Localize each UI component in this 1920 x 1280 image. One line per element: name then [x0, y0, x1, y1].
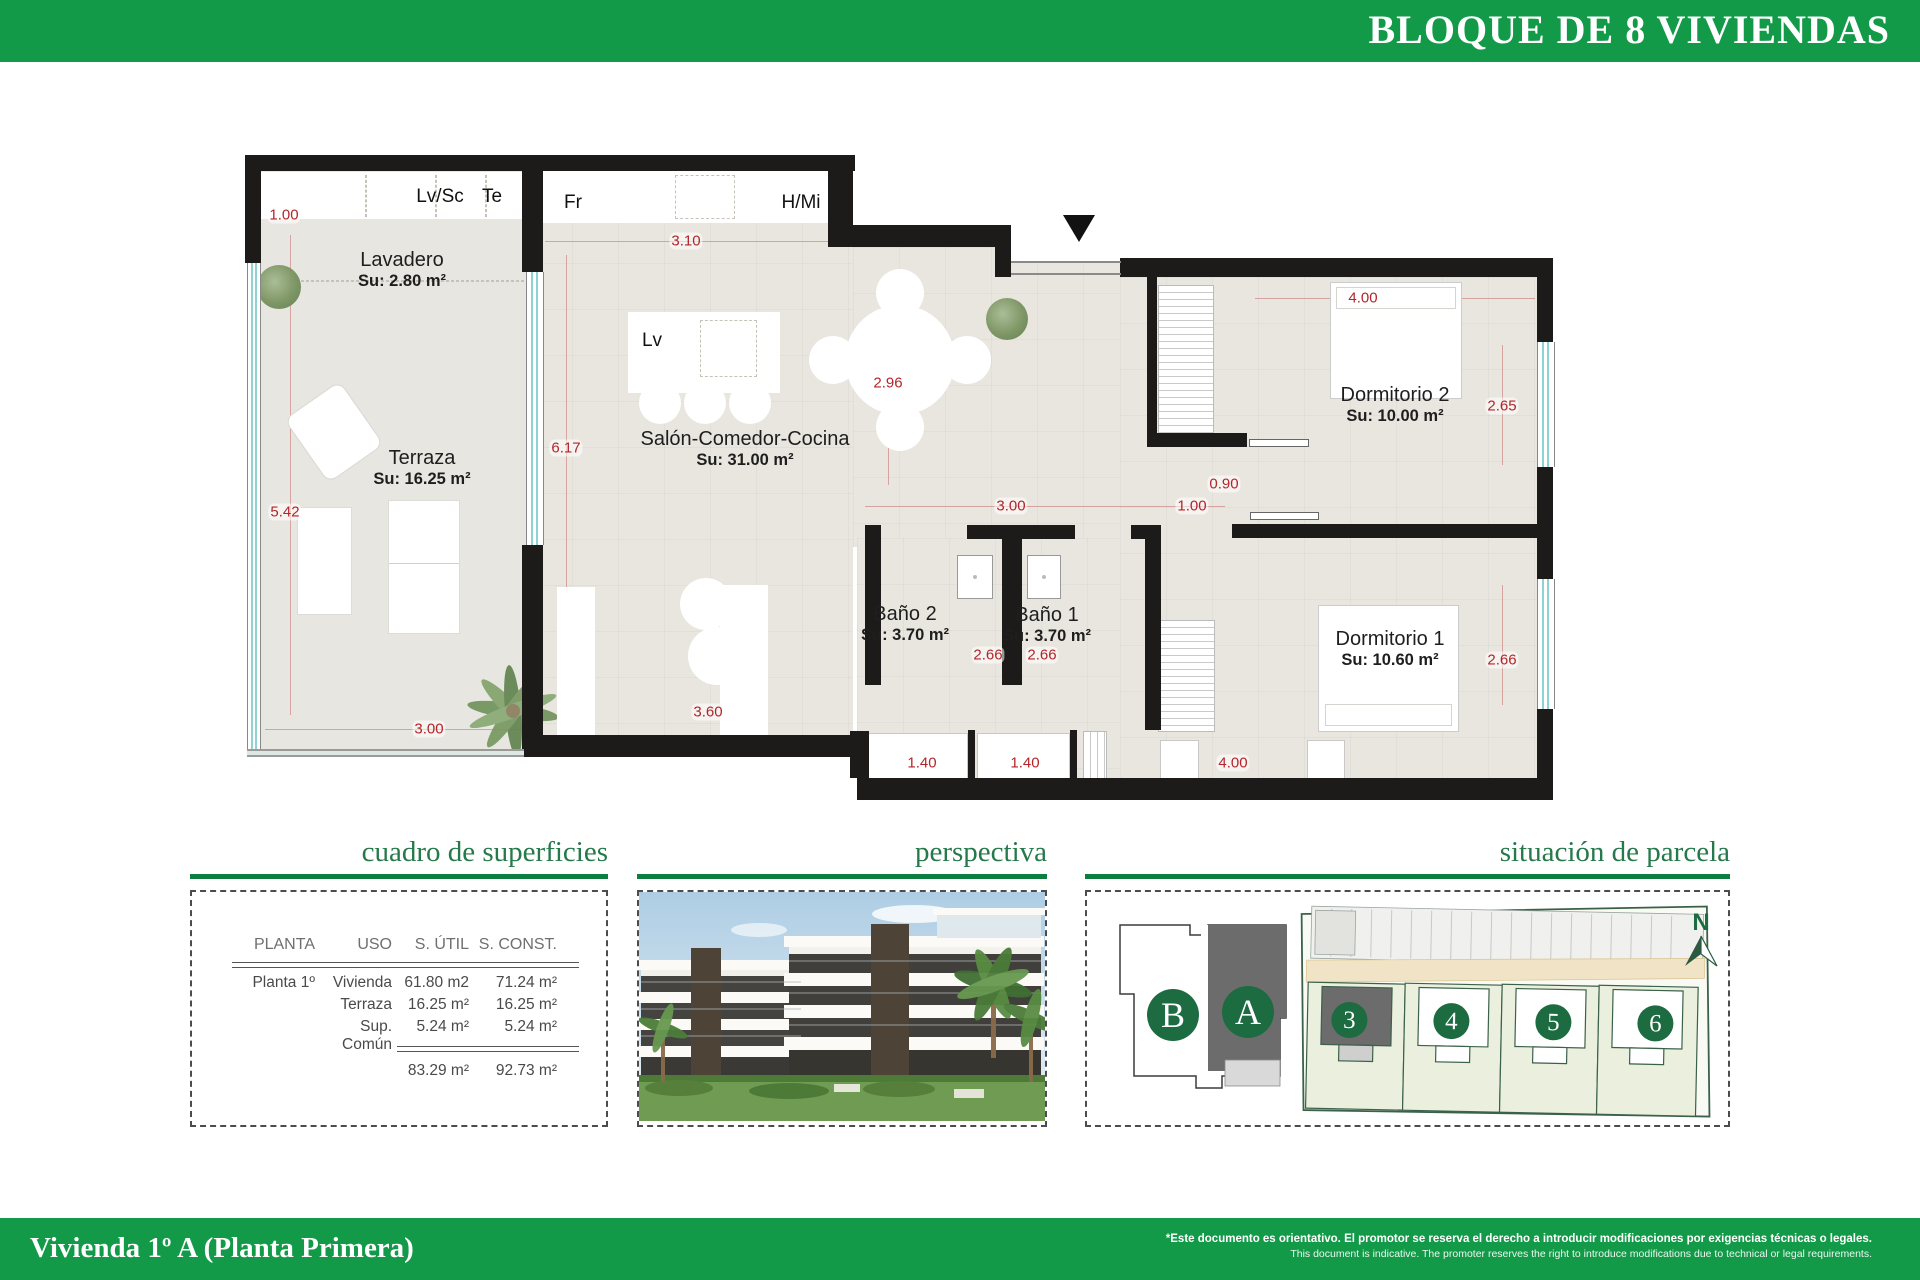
dimension-label: 2.66 — [1487, 651, 1517, 669]
washbasin — [1027, 555, 1061, 599]
site-plan — [1087, 892, 1728, 1121]
floor-plan — [245, 155, 1557, 803]
bottom-banner — [0, 1218, 1920, 1280]
table-rule — [232, 962, 579, 968]
col-header: USO — [357, 936, 392, 953]
table-cell: Vivienda — [332, 974, 392, 991]
wall — [1120, 258, 1553, 277]
terrace-railing — [247, 749, 524, 757]
entry-threshold — [1011, 273, 1121, 275]
wall — [857, 778, 1553, 800]
table-rule — [397, 1046, 579, 1052]
door-leaf — [1250, 512, 1319, 520]
tv-unit — [557, 587, 595, 742]
room-label-terraza: Terraza Su: 16.25 m² — [373, 447, 471, 488]
wall — [1070, 730, 1077, 778]
stool — [684, 382, 726, 424]
dimension-label: 4.00 — [1348, 289, 1378, 307]
north-label: N — [1692, 909, 1710, 936]
wardrobe — [1158, 285, 1214, 435]
page-title: BLOQUE DE 8 VIVIENDAS — [1368, 7, 1890, 52]
sun-lounger — [388, 500, 460, 634]
appliance-outline — [675, 175, 735, 219]
room-label-salon: Salón-Comedor-Cocina Su: 31.00 m² — [640, 428, 850, 469]
fixture-label-dishwasher: Lv — [641, 330, 663, 351]
dim-line — [290, 235, 291, 715]
table-cell: 5.24 m² — [504, 1018, 557, 1035]
plot-6-badge: 6 — [1648, 1010, 1662, 1038]
wall — [1022, 525, 1075, 539]
col-header: S. CONST. — [478, 936, 557, 953]
section-rule — [1085, 874, 1730, 879]
wall — [522, 735, 861, 757]
wall — [1537, 467, 1553, 579]
room-label-bano2: Baño 2 Su: 3.70 m² — [860, 603, 950, 644]
entry-threshold-bg — [1011, 247, 1120, 261]
section-rule — [637, 874, 1047, 879]
parcel-section — [1085, 836, 1730, 1126]
dimension-label: 2.65 — [1487, 397, 1517, 415]
bedroom1-window — [1537, 579, 1555, 709]
top-banner — [0, 0, 1920, 62]
table-cell: Terraza — [340, 996, 392, 1013]
dimension-label: 5.42 — [270, 503, 300, 521]
dimension-label: 3.00 — [414, 720, 444, 738]
wall — [967, 525, 1002, 539]
wall — [1147, 277, 1157, 447]
fixture-label-washer: Lv/Sc — [416, 186, 464, 207]
wall — [1537, 258, 1553, 342]
dimension-label: 1.00 — [269, 206, 299, 224]
fixture-label-oven: H/Mi — [781, 192, 821, 213]
table-cell: Sup. Común — [342, 1018, 392, 1053]
dimension-label: 6.17 — [551, 439, 581, 457]
wall — [1145, 525, 1161, 730]
livingroom-terrace-window — [526, 272, 544, 545]
dimension-label: 1.00 — [1177, 497, 1207, 515]
table-cell: Planta 1º — [252, 974, 315, 991]
entrance-arrow-icon — [1063, 215, 1095, 242]
total-const: 92.73 m² — [495, 1062, 557, 1079]
kitchen-island — [628, 312, 780, 393]
dining-table — [845, 305, 955, 415]
dimension-label: 2.66 — [973, 646, 1003, 664]
wall — [968, 730, 975, 778]
surface-table-section — [190, 836, 608, 1126]
closet — [1083, 731, 1107, 779]
entry-threshold — [1011, 261, 1121, 263]
wall — [245, 155, 855, 171]
dimension-label: 3.00 — [996, 497, 1026, 515]
dimension-label: 2.66 — [1027, 646, 1057, 664]
door-leaf — [1249, 439, 1309, 447]
wall — [995, 243, 1011, 277]
wall — [1232, 524, 1553, 538]
unit-divider — [365, 175, 367, 217]
section-title: cuadro de superficies — [361, 836, 608, 868]
stool — [729, 382, 771, 424]
wall — [522, 155, 543, 272]
armchair — [680, 578, 732, 630]
sun-lounger — [297, 507, 352, 615]
wall — [1147, 433, 1247, 447]
block-a-badge: A — [1235, 992, 1261, 1032]
plant-icon — [986, 298, 1028, 340]
washbasin — [957, 555, 993, 599]
dimension-label: 2.96 — [873, 374, 903, 392]
bedroom2-window — [1537, 342, 1555, 467]
col-header: PLANTA — [253, 936, 315, 953]
table-cell: 16.25 m² — [495, 996, 557, 1013]
dimension-label: 0.90 — [1209, 475, 1239, 493]
room-label-lavadero: Lavadero Su: 2.80 m² — [357, 249, 447, 290]
section-rule — [190, 874, 608, 879]
dimension-label: 1.40 — [907, 754, 937, 772]
dimension-label: 3.10 — [671, 232, 701, 250]
wall — [828, 225, 1011, 247]
disclaimer-en: This document is indicative. The promoter reserves the right to introduce modifications due to technical or legal requirements. — [1290, 1248, 1872, 1260]
room-label-bano1: Baño 1 Su: 3.70 m² — [1002, 604, 1092, 645]
dim-line — [865, 506, 1225, 507]
wall — [245, 155, 261, 263]
section-title: situación de parcela — [1499, 836, 1730, 868]
plot-4-badge: 4 — [1444, 1008, 1458, 1036]
room-label-dormitorio2: Dormitorio 2 Su: 10.00 m² — [1340, 384, 1450, 425]
table-cell: 61.80 m2 — [404, 974, 469, 991]
wardrobe — [1158, 620, 1215, 732]
perspective-image — [637, 890, 1047, 1127]
cabinet — [1160, 740, 1199, 779]
table-cell: 71.24 m² — [495, 974, 557, 991]
fixture-label-dryer: Te — [481, 186, 503, 207]
dim-line — [1502, 585, 1503, 705]
block-b-badge: B — [1160, 995, 1186, 1035]
room-label-dormitorio1: Dormitorio 1 Su: 10.60 m² — [1335, 628, 1445, 669]
parcel-map — [1085, 890, 1730, 1127]
total-util: 83.29 m² — [407, 1062, 469, 1079]
dimension-label: 4.00 — [1218, 754, 1248, 772]
building-render — [639, 892, 1045, 1121]
plot-3-badge: 3 — [1342, 1006, 1356, 1035]
section-title: perspectiva — [914, 836, 1047, 868]
perspective-section — [637, 836, 1047, 1126]
armchair — [688, 627, 746, 685]
table-cell: 16.25 m² — [407, 996, 469, 1013]
disclaimer — [1166, 1232, 1872, 1262]
terrace-window — [247, 263, 261, 751]
wall — [522, 545, 543, 737]
stool — [639, 382, 681, 424]
surface-table-box — [190, 890, 608, 1127]
col-header: S. ÚTIL — [414, 936, 469, 953]
table-cell: 5.24 m² — [416, 1018, 469, 1035]
plot-5-badge: 5 — [1546, 1009, 1560, 1037]
disclaimer-es: *Este documento es orientativo. El promotor se reserva el derecho a introducir modificaciones por exigencias técnicas o legales. — [1165, 1233, 1872, 1245]
dimension-label: 1.40 — [1010, 754, 1040, 772]
dimension-label: 3.60 — [693, 703, 723, 721]
cabinet — [1307, 740, 1345, 779]
plant-icon — [257, 265, 301, 309]
dwelling-title: Vivienda 1º A (Planta Primera) — [30, 1232, 414, 1264]
fixture-label-fridge: Fr — [564, 192, 582, 213]
